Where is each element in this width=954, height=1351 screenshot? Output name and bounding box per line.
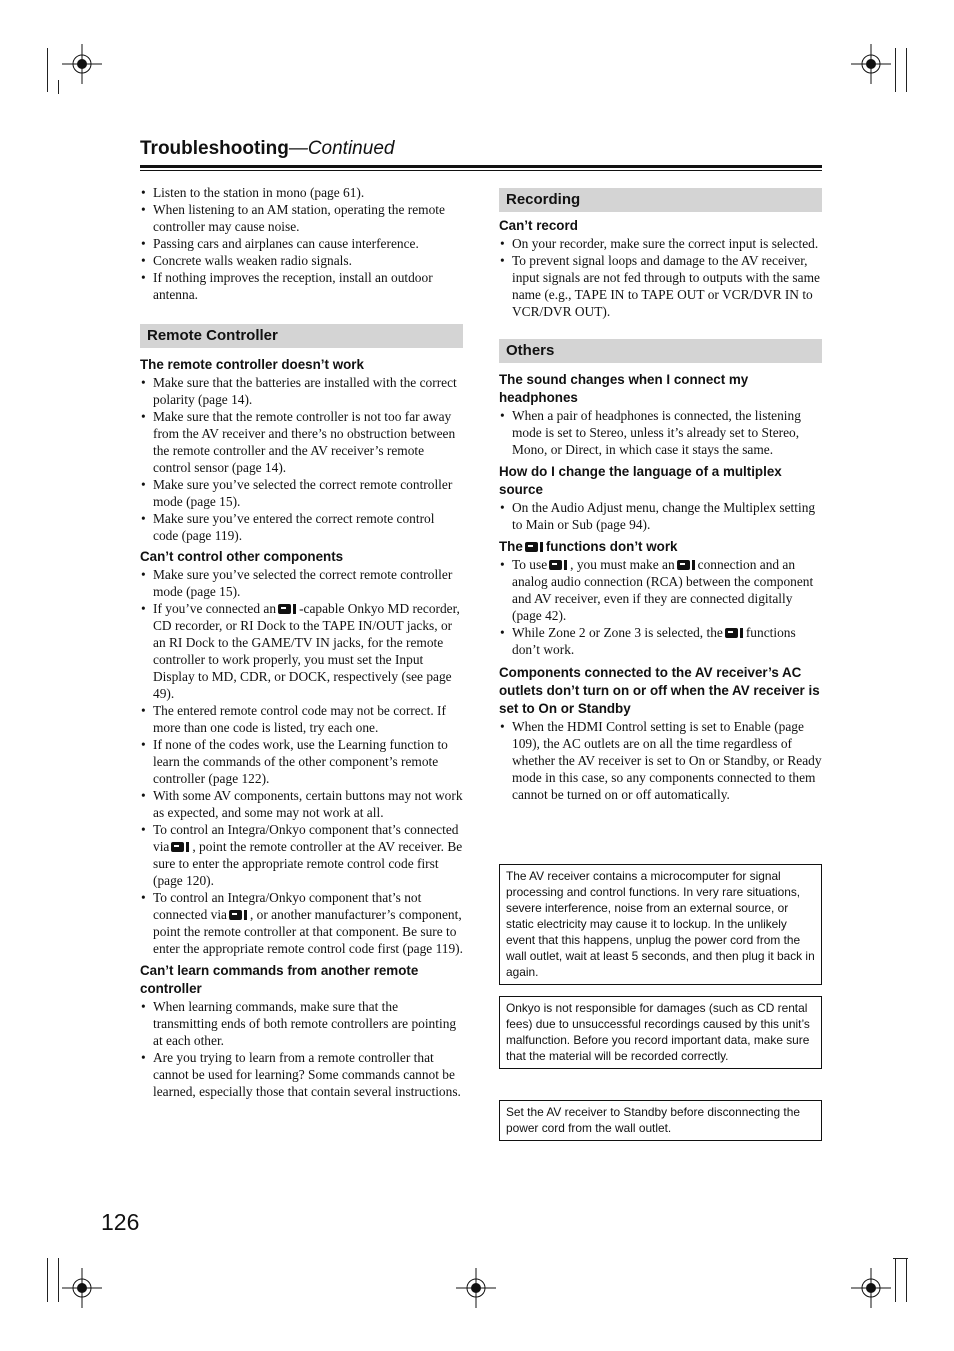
list-item: • Make sure you’ve selected the correct remote controller mode (page 15). <box>140 476 463 510</box>
registration-mark-top-right <box>851 44 891 84</box>
section-heading-recording: Recording <box>499 188 822 212</box>
item-text: To use <box>512 557 548 572</box>
answer-list <box>499 718 822 803</box>
question-heading: How do I change the language of a multiplex source <box>499 464 782 497</box>
question-heading <box>499 538 822 556</box>
item-text: If you’ve connected an <box>153 601 277 616</box>
registration-mark-bottom-right <box>851 1268 891 1308</box>
crop-line <box>895 48 896 92</box>
list-item <box>499 624 822 658</box>
heading-text: The <box>499 539 523 554</box>
list-item: • If nothing improves the reception, install an outdoor antenna. <box>140 269 463 303</box>
crop-line <box>895 1258 896 1302</box>
crop-line <box>906 1258 907 1302</box>
crop-line <box>58 1258 59 1302</box>
list-item: • If none of the codes work, use the Learning function to learn the commands of the other component’s remote controller (page 122). <box>140 736 463 787</box>
list-item: • Passing cars and airplanes can cause interference. <box>140 235 463 252</box>
question-heading: Can’t learn commands from another remote controller <box>140 963 419 996</box>
heading-text: functions don’t work <box>545 539 678 554</box>
list-item: • To prevent signal loops and damage to the AV receiver, input signals are not fed through to outputs with the same name (e.g., TAPE IN to TAPE OUT or VCR/DVR IN to VCR/DVR OUT). <box>499 252 822 320</box>
list-item: • On your recorder, make sure the correct input is selected. <box>499 235 822 252</box>
header-title: Troubleshooting <box>140 138 289 159</box>
answer-list <box>499 407 822 458</box>
item-text: , point the remote controller at the AV receiver. Be sure to enter the appropriate remote control code first (page 120). <box>153 839 463 888</box>
header-rule-thin <box>140 170 822 171</box>
list-item <box>140 821 463 889</box>
list-item: • Make sure you’ve selected the correct remote controller mode (page 15). <box>140 566 463 600</box>
answer-list <box>140 374 463 544</box>
ri-logo-icon <box>278 604 297 614</box>
item-text: connection and an analog audio connection (RCA) between the component and AV receiver, even if they are connected digitally (page 42). <box>512 557 814 623</box>
answer-list <box>499 499 822 533</box>
crop-line <box>906 48 907 92</box>
page-number: 126 <box>101 1209 140 1235</box>
list-item: • When listening to an AM station, operating the remote controller may cause noise. <box>140 201 463 235</box>
list-item: • When the HDMI Control setting is set to Enable (page 109), the AC outlets are on all the time regardless of whether the AV receiver is set to On or Standby, or Ready mode in this case, so any components connected to them cannot be turned on or off automatically. <box>499 718 822 803</box>
item-text: -capable Onkyo MD recorder, CD recorder, or RI Dock to the TAPE IN/OUT jacks, or an RI Dock to the GAME/TV IN jacks, for the remote controller to work properly, you must set the Input Display to MD, CDR, or DOCK, respectively (see page 49). <box>153 601 460 701</box>
crop-line <box>58 80 59 94</box>
item-text: , you must make an <box>570 557 675 572</box>
list-item: • With some AV components, certain buttons may not work as expected, and some may not work at all. <box>140 787 463 821</box>
list-item: • Concrete walls weaken radio signals. <box>140 252 463 269</box>
section-heading-remote-controller: Remote Controller <box>140 324 463 348</box>
item-text: To control an Integra/Onkyo component that’s connected via <box>153 822 459 854</box>
crop-line <box>47 48 48 92</box>
note-box-liability: Onkyo is not responsible for damages (such as CD rental fees) due to unsuccessful recordings caused by this unit’s malfunction. Before you record important data, make sure that the material will be recorded correctly. <box>499 996 822 1069</box>
header-rule <box>140 165 822 168</box>
question-heading: The sound changes when I connect my headphones <box>499 372 749 405</box>
ri-logo-icon <box>171 842 190 852</box>
registration-mark-bottom-left <box>62 1268 102 1308</box>
crop-line <box>47 1258 48 1302</box>
question-heading: Can’t record <box>499 218 578 233</box>
list-item: • When a pair of headphones is connected, the listening mode is set to Stereo, unless it’s already set to Stereo, Mono, or Direct, in which case it stays the same. <box>499 407 822 458</box>
answer-list <box>499 235 822 320</box>
list-item: • The entered remote control code may not be correct. If more than one code is listed, try each one. <box>140 702 463 736</box>
item-text: To control an Integra/Onkyo component that’s not connected via <box>153 890 422 922</box>
ri-logo-icon <box>549 560 568 570</box>
ri-logo-icon <box>677 560 696 570</box>
list-item: • Are you trying to learn from a remote controller that cannot be used for learning? Some commands cannot be learned, especially those that contain several instructions. <box>140 1049 463 1100</box>
note-box-standby: Set the AV receiver to Standby before disconnecting the power cord from the wall outlet. <box>499 1100 822 1141</box>
answer-list <box>499 556 822 658</box>
list-item <box>140 889 463 957</box>
list-item: • When learning commands, make sure that the transmitting ends of both remote controllers are pointing at each other. <box>140 998 463 1049</box>
list-item: • Make sure that the remote controller is not too far away from the AV receiver and there’s no obstruction between the remote controller and the AV receiver’s remote control sensor (page 14). <box>140 408 463 476</box>
question-heading: The remote controller doesn’t work <box>140 357 364 372</box>
list-item <box>140 600 463 702</box>
question-heading: Components connected to the AV receiver’s AC outlets don’t turn on or off when the AV receiver is set to On or Standby <box>499 665 820 716</box>
ri-logo-icon <box>525 542 544 552</box>
right-column <box>499 188 822 803</box>
item-text: functions don’t work. <box>512 625 796 657</box>
crop-line <box>893 1258 908 1259</box>
answer-list <box>140 998 463 1100</box>
ri-logo-icon <box>725 628 744 638</box>
registration-mark-top-left <box>62 44 102 84</box>
page-header <box>140 138 822 160</box>
section-heading-others: Others <box>499 339 822 363</box>
item-text: While Zone 2 or Zone 3 is selected, the <box>512 625 723 640</box>
list-item: • Make sure that the batteries are installed with the correct polarity (page 14). <box>140 374 463 408</box>
header-continued: —Continued <box>288 138 395 159</box>
answer-list <box>140 566 463 957</box>
reception-tips-list <box>140 184 463 303</box>
registration-mark-bottom-center <box>456 1268 496 1308</box>
list-item: • Listen to the station in mono (page 61). <box>140 184 463 201</box>
note-box-microcomputer: The AV receiver contains a microcomputer for signal processing and control functions. In very rare situations, severe interference, noise from an external source, or static electricity may cause it to lockup. In the unlikely event that this happens, unplug the power cord from the wall outlet, wait at least 5 seconds, and then plug it back in again. <box>499 864 822 985</box>
item-text: , or another manufacturer’s component, point the remote controller at that component. Be sure to enter the appropriate remote control code first (page 119). <box>153 907 463 956</box>
list-item: • On the Audio Adjust menu, change the Multiplex setting to Main or Sub (page 94). <box>499 499 822 533</box>
left-column <box>140 184 463 1100</box>
question-heading: Can’t control other components <box>140 549 344 564</box>
list-item <box>499 556 822 624</box>
ri-logo-icon <box>229 910 248 920</box>
list-item: • Make sure you’ve entered the correct remote control code (page 119). <box>140 510 463 544</box>
